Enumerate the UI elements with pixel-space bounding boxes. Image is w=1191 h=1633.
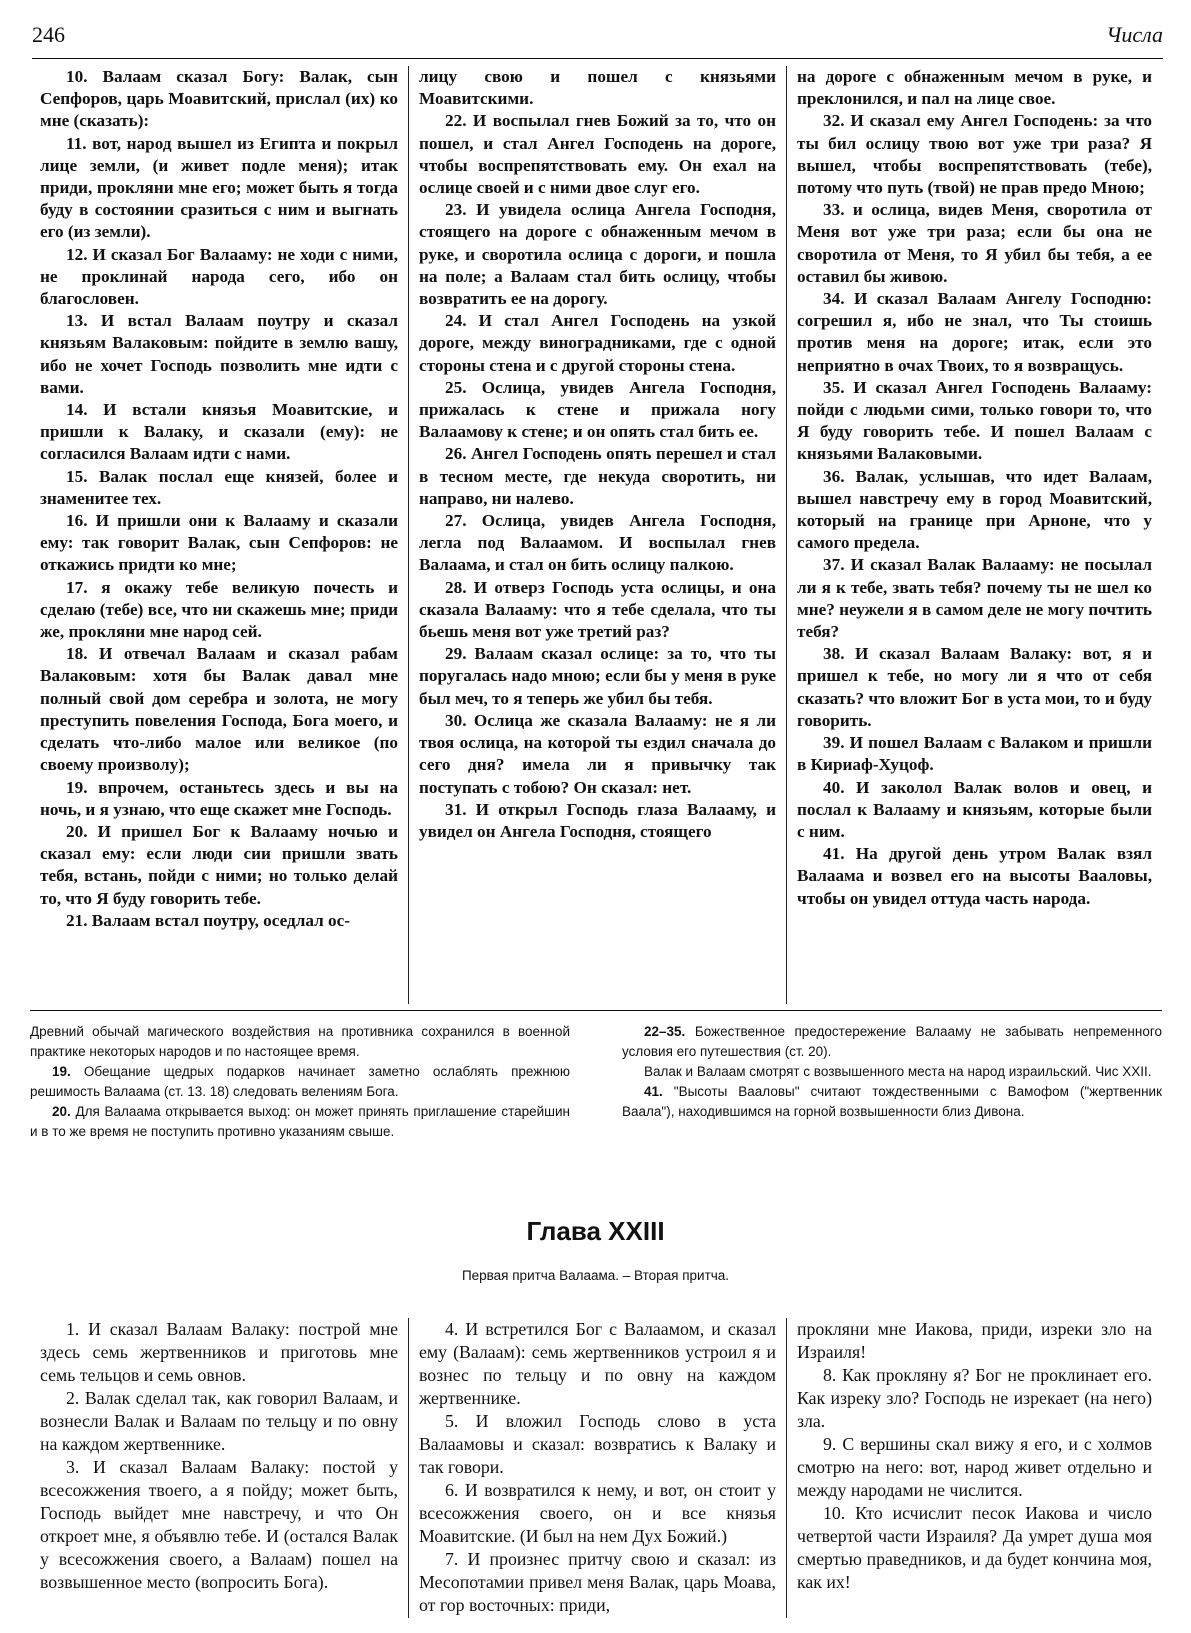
- chapter-summary: Первая притча Валаама. – Вторая притча.: [461, 1268, 730, 1283]
- verse-paragraph: 8. Как прокляну я? Бог не проклинает его. Как изреку зло? Господь не изрекает (на него) зла.: [797, 1365, 1152, 1431]
- footnote-rule: [30, 1010, 1162, 1011]
- column-1: [30, 66, 408, 1004]
- note-text: "Высоты Вааловы" считают тождественными с Вамофом ("жертвенник Ваала"), находившимся на горной возвышенности близ Дивона.: [622, 1084, 1162, 1119]
- verse-paragraph: 22. И воспылал гнев Божий за то, что он пошел, и стал Ангел Господень на дороге, чтобы воспрепятствовать ему. Он ехал на ослице своей и с ними двое слуг его.: [419, 111, 776, 198]
- page-header: [32, 22, 1163, 56]
- verse-paragraph: 40. И заколол Валак волов и овец, и послал к Валааму и князьям, которые были с ним.: [797, 777, 1152, 841]
- note-paragraph: [30, 1022, 570, 1062]
- commentary-notes: [30, 1022, 1162, 1142]
- verse-paragraph: 23. И увидела ослица Ангела Господня, стоящего на дороге с обнаженным мечом в руке, и своротила ослица с дороги, и пошла на поле; а Валаам стал бить ослицу, чтобы возвратить ее на дорогу.: [419, 200, 776, 309]
- verse-columns-bottom: [30, 1318, 1162, 1618]
- verse-paragraph: 29. Валаам сказал ослице: за то, что ты поругалась надо мною; если бы у меня в руке был меч, то я теперь же убил бы тебя.: [419, 644, 776, 708]
- verse-paragraph: 32. И сказал ему Ангел Господень: за что ты бил ослицу твою вот уже три раза? Я вышел, чтобы воспрепятствовать (тебе), потому что путь (твой) не прав предо Мною;: [797, 111, 1152, 198]
- note-paragraph: [622, 1062, 1162, 1082]
- verse-paragraph: 13. И встал Валаам поутру и сказал князьям Валаковым: пойдите в землю вашу, ибо не хочет Господь позволить мне идти с вами.: [40, 311, 398, 397]
- verse-paragraph: 1. И сказал Валаам Валаку: построй мне здесь семь жертвенников и приготовь мне семь тельцов и семь овнов.: [40, 1319, 398, 1385]
- verse-paragraph: прокляни мне Иакова, приди, изреки зло на Израиля!: [797, 1319, 1152, 1362]
- verse-paragraph: 35. И сказал Ангел Господень Валааму: пойди с людьми сими, только говори то, что Я буду говорить тебе. И пошел Валаам с князьями Валаковыми.: [797, 377, 1152, 464]
- verse-paragraph: 24. И стал Ангел Господень на узкой дороге, между виноградниками, где с одной стороны стена и с другой стороны стена.: [419, 311, 776, 375]
- chapter-title: Глава XXIII: [526, 1216, 665, 1246]
- verse-paragraph: 19. впрочем, останьтесь здесь и вы на ночь, и я узнаю, что еще скажет мне Господь.: [40, 777, 398, 819]
- running-title: Числа: [1106, 22, 1163, 47]
- verse-paragraph: 26. Ангел Господень опять перешел и стал в тесном месте, где некуда своротить, ни направо, ни налево.: [419, 444, 776, 508]
- note-paragraph: [622, 1082, 1162, 1122]
- note-text: Древний обычай магического воздействия на противника сохранился в военной практике некоторых народов и по настоящее время.: [30, 1024, 570, 1059]
- verse-paragraph: 2. Валак сделал так, как говорил Валаам, и вознесли Валак и Валаам по тельцу и по овну на каждом жертвеннике.: [40, 1388, 398, 1454]
- notes-left: [30, 1022, 570, 1142]
- verse-paragraph: 14. И встали князья Моавитские, и пришли к Валаку, и сказали (ему): не согласился Валаам идти с нами.: [40, 400, 398, 464]
- note-paragraph: [30, 1062, 570, 1102]
- verse-paragraph: 10. Кто исчислит песок Иакова и число четвертой части Израиля? Да умрет душа моя смертью праведников, и да будет кончина моя, как их!: [797, 1503, 1152, 1592]
- verse-paragraph: 28. И отверз Господь уста ослицы, и она сказала Валааму: что я тебе сделала, что ты бьешь меня вот уже третий раз?: [419, 577, 776, 642]
- column-2: [408, 66, 786, 1004]
- verse-paragraph: лицу свою и пошел с князьями Моавитскими.: [419, 67, 776, 109]
- verse-paragraph: 15. Валак послал еще князей, более и знаменитее тех.: [40, 466, 398, 508]
- verse-paragraph: 30. Ослица же сказала Валааму: не я ли твоя ослица, на которой ты ездил сначала до сего дня? имела ли я привычку так поступать с тобою? Он сказал: нет.: [419, 710, 776, 797]
- page-number: 246: [32, 22, 65, 47]
- note-label: 22–35.: [644, 1024, 686, 1039]
- note-label: 19.: [52, 1064, 71, 1079]
- verse-paragraph: 7. И произнес притчу свою и сказал: из Месопотамии привел меня Валак, царь Моава, от гор восточных: приди,: [419, 1549, 776, 1615]
- column-3: [786, 1318, 1162, 1618]
- verse-paragraph: 25. Ослица, увидев Ангела Господня, прижалась к стене и прижала ногу Валаамову к стене; и он опять стал бить ее.: [419, 377, 776, 442]
- note-text: Обещание щедрых подарков начинает заметно ослаблять прежнюю решимость Валаама (ст. 13. 18) следовать велениям Бога.: [30, 1064, 570, 1099]
- verse-paragraph: 36. Валак, услышав, что идет Валаам, вышел навстречу ему в город Моавитский, который на границе при Арноне, что у самого предела.: [797, 466, 1152, 553]
- note-text: Валак и Валаам смотрят с возвышенного места на народ израильский. Чис XXII.: [644, 1064, 1152, 1079]
- verse-paragraph: 9. С вершины скал вижу я его, и с холмов смотрю на него: вот, народ живет отдельно и между народами не числится.: [797, 1434, 1152, 1500]
- verse-paragraph: 6. И возвратился к нему, и вот, он стоит у всесожжения своего, он и все князья Моавитские. (И был на нем Дух Божий.): [419, 1480, 776, 1546]
- column-2: [408, 1318, 786, 1618]
- verse-paragraph: 12. И сказал Бог Валааму: не ходи с ними, не проклинай народа сего, ибо он благословен.: [40, 244, 398, 309]
- verse-paragraph: 5. И вложил Господь слово в уста Валаамовы и сказал: возвратись к Валаку и так говори.: [419, 1411, 776, 1477]
- note-text: Для Валаама открывается выход: он может принять приглашение старейшин и в то же время не поступить противно указаниям свыше.: [30, 1104, 570, 1139]
- notes-right: [622, 1022, 1162, 1142]
- verse-paragraph: 17. я окажу тебе великую почесть и сделаю (тебе) все, что ни скажешь мне; приди же, прокляни мне народ сей.: [40, 577, 398, 642]
- verse-paragraph: 16. И пришли они к Валааму и сказали ему: так говорит Валак, сын Сепфоров: не откажись придти ко мне;: [40, 511, 398, 575]
- verse-columns-top: [30, 66, 1162, 1004]
- column-3: [786, 66, 1162, 1004]
- verse-paragraph: 34. И сказал Валаам Ангелу Господню: согрешил я, ибо не знал, что Ты стоишь против меня на дороге; итак, если это неприятно в очах Твоих, то я возвращусь.: [797, 289, 1152, 375]
- verse-paragraph: 33. и ослица, видев Меня, своротила от Меня вот уже три раза; если бы она не своротила от Меня, то Я убил бы тебя, а ее оставил бы живою.: [797, 200, 1152, 286]
- header-rule: [32, 58, 1163, 59]
- verse-paragraph: 39. И пошел Валаам с Валаком и пришли в Кириаф-Хуцоф.: [797, 733, 1152, 775]
- note-label: 41.: [644, 1084, 663, 1099]
- verse-paragraph: 4. И встретился Бог с Валаамом, и сказал ему (Валаам): семь жертвенников устроил я и вознес по тельцу и по овну на каждом жертвеннике.: [419, 1319, 776, 1408]
- verse-paragraph: 10. Валаам сказал Богу: Валак, сын Сепфоров, царь Моавитский, прислал (их) ко мне (сказать):: [40, 67, 398, 131]
- verse-paragraph: на дороге с обнаженным мечом в руке, и преклонился, и пал на лице свое.: [797, 67, 1152, 109]
- verse-paragraph: 21. Валаам встал поутру, оседлал ос-: [66, 910, 350, 930]
- verse-paragraph: 38. И сказал Валаам Валаку: вот, я и пришел к тебе, но могу ли я что от себя сказать? что вложит Бог в уста мои, то и буду говорить.: [797, 644, 1152, 730]
- note-label: 20.: [52, 1104, 71, 1119]
- verse-paragraph: 41. На другой день утром Валак взял Валаама и возвел его на высоты Вааловы, чтобы он увидел оттуда часть народа.: [797, 844, 1152, 908]
- note-paragraph: [30, 1102, 570, 1142]
- verse-paragraph: 31. И открыл Господь глаза Валааму, и увидел он Ангела Господня, стоящего: [419, 799, 776, 841]
- note-text: Божественное предостережение Валааму не забывать непременного условия его путешествия (ст. 20).: [622, 1024, 1162, 1059]
- verse-paragraph: 27. Ослица, увидев Ангела Господня, легла под Валаамом. И воспылал гнев Валаама, и стал он бить ослицу палкою.: [419, 511, 776, 575]
- verse-paragraph: 37. И сказал Валак Валааму: не посылал ли я к тебе, звать тебя? почему ты не шел ко мне? неужели я в самом деле не могу почтить тебя?: [797, 555, 1152, 642]
- column-1: [30, 1318, 408, 1618]
- verse-paragraph: 3. И сказал Валаам Валаку: постой у всесожжения твоего, а я пойду; может быть, Господь выйдет мне навстречу, и что Он откроет мне, я объявлю тебе. И (остался Валак у всесожжения своего, а Валаам) пошел на возвышенное место (вопросить Бога).: [40, 1457, 398, 1592]
- note-paragraph: [622, 1022, 1162, 1062]
- verse-paragraph: 11. вот, народ вышел из Египта и покрыл лице земли, (и живет подле меня); итак приди, прокляни мне его; может быть я тогда буду в состоянии сразиться с ним и выгнать его (из земли).: [40, 133, 398, 242]
- verse-paragraph: 20. И пришел Бог к Валааму ночью и сказал ему: если люди сии пришли звать тебя, встань, пойди с ними; но только делай то, что Я буду говорить тебе.: [40, 821, 398, 908]
- verse-paragraph: 18. И отвечал Валаам и сказал рабам Валаковым: хотя бы Валак давал мне полный свой дом серебра и золота, не могу преступить повеления Господа, Бога моего, и сделать что-либо малое или великое (по своему произволу);: [40, 644, 398, 775]
